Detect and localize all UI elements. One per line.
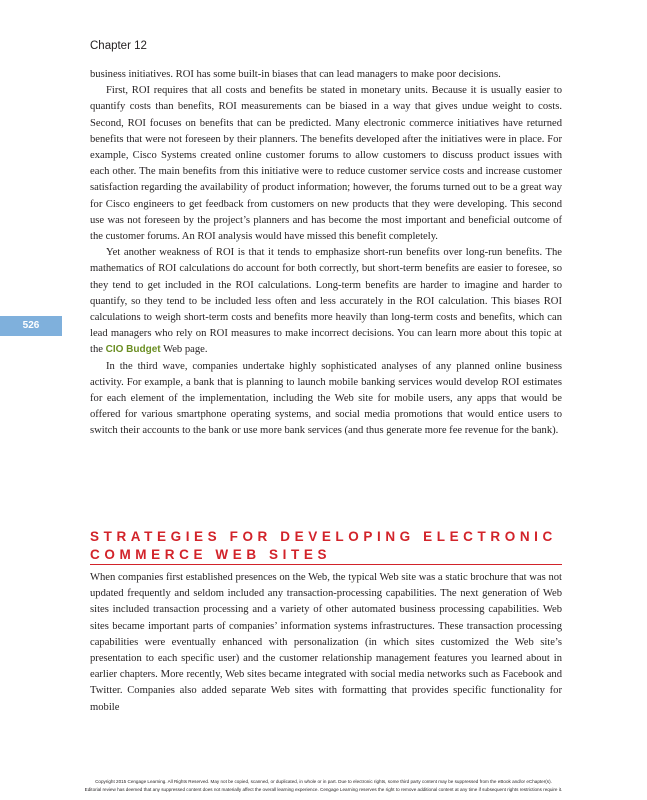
- copyright-line: Copyright 2015 Cengage Learning. All Rights Reserved. May not be copied, scanned, or duplicated, in whole or in part. Due to electronic rights, some third party content may be suppressed from the eBook and/or eChapter(s).: [95, 779, 552, 784]
- paragraph: business initiatives. ROI has some built-in biases that can lead managers to make poor decisions.: [90, 69, 501, 80]
- paragraph: When companies first established presences on the Web, the typical Web site was a static brochure that was not updated frequently and seldom included any transaction-processing capabilities. The next generation of Web sites included transaction processing and a variety of other automated business processing capabilities. Web sites became important parts of companies’ information systems infrastructures. These transaction processing capabilities were eventually enhanced with personalization (in which sites customized the Web site’s presentation to each specific user) and the customer relationship management features you learned about in earlier chapters. More recently, Web sites became integrated with social media networks such as Facebook and Twitter. Companies also added separate Web sites with formatting that provides specific functionality for mobile: [90, 572, 562, 713]
- section-divider: [90, 564, 562, 565]
- paragraph: [90, 245, 562, 358]
- link-suffix: Web page.: [160, 344, 208, 356]
- paragraph: In the third wave, companies undertake highly sophisticated analyses of any planned online business activity. For example, a bank that is planning to launch mobile banking services would develop ROI estimates for each element of the implementation, including the Web site for mobile users, any apps that would be offered for various smartphone operating systems, and social media promotions that would entice users to switch their accounts to the bank or use more bank services (and thus generate more fee revenue for the bank).: [90, 360, 562, 437]
- copyright-line: Editorial review has deemed that any suppressed content does not materially affect the overall learning experience. Cengage Learning reserves the right to remove additional content at any time if subsequent rights restrictions require it.: [84, 787, 563, 792]
- chapter-header: Chapter 12: [90, 40, 147, 52]
- page-number-tab: 526: [0, 316, 62, 336]
- section-heading-line: STRATEGIES FOR DEVELOPING ELECTRONIC: [90, 529, 557, 544]
- body-text: [90, 67, 562, 440]
- paragraph: First, ROI requires that all costs and benefits be stated in monetary units. Because it is usually easier to quantify costs than benefits, ROI measurements can be biased in a way that gives undue weight to costs. Second, ROI focuses on benefits that can be predicted. Many electronic commerce initiatives have returned benefits that were not foreseen by their planners. The benefits developed after the initiatives were in place. For example, Cisco Systems created online customer forums to allow customers to discuss product issues with each other. The main benefits from this initiative were to reduce customer service costs and increase customer satisfaction regarding the availability of product information; however, the forums turned out to be a great way for Cisco engineers to get feedback from customers on new products that they were developing. This second use was not foreseen by the project’s planners and has become the most important and beneficial outcome of the customer forums. An ROI analysis would have missed this benefit completely.: [90, 85, 562, 243]
- section-body: [90, 570, 562, 716]
- cio-budget-link[interactable]: CIO Budget: [105, 344, 161, 356]
- copyright-notice: [0, 778, 647, 794]
- section-heading: [90, 528, 562, 563]
- section-heading-line: COMMERCE WEB SITES: [90, 546, 332, 562]
- paragraph-text: Yet another weakness of ROI is that it tends to emphasize short-run benefits over long-run benefits. The mathematics of ROI calculations do account for both correctly, but short-term benefits are easier to foresee, so they tend to get included in the ROI calculations. Long-term benefits are harder to imagine and harder to quantify, so they tend to be included less often and less accurately in the ROI calculation. This biases ROI calculations to weigh short-term costs and benefits more heavily than long-term costs and benefits, which can lead managers who rely on ROI measures to make incorrect decisions. You can learn more about this topic at the: [90, 247, 562, 356]
